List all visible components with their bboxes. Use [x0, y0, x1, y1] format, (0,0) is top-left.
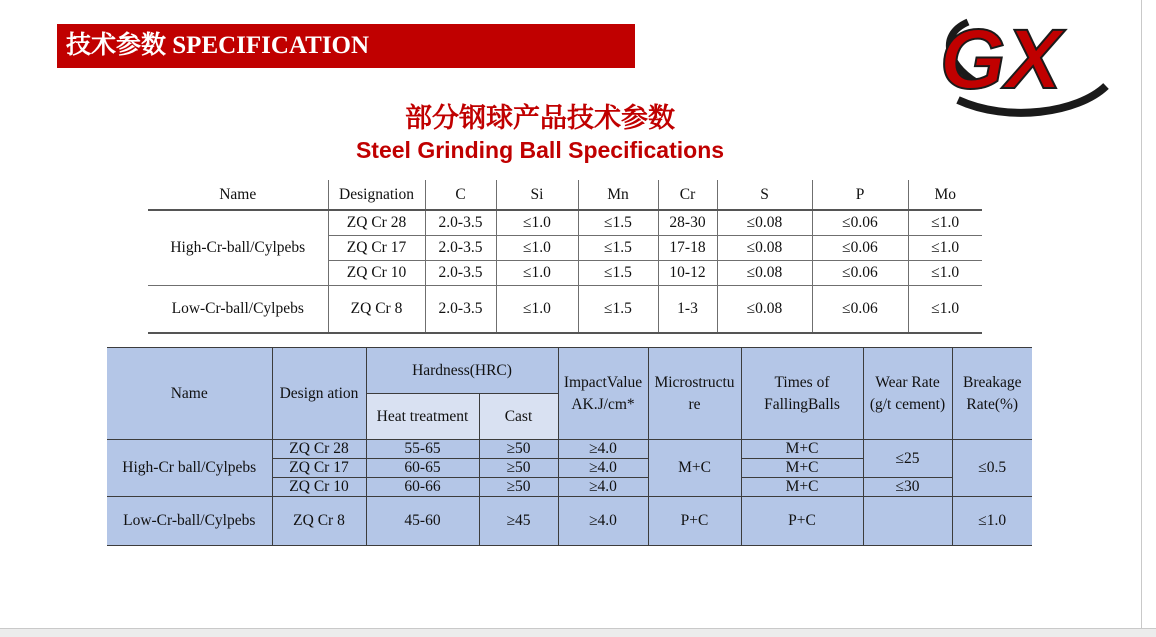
col-header: Cr — [658, 180, 717, 210]
header-line: Rate(%) — [966, 395, 1019, 413]
cell: 60-66 — [366, 478, 479, 497]
logo-text: GX — [940, 12, 1062, 106]
col-header: Design ation — [272, 348, 366, 440]
group-name: Low-Cr-ball/Cylpebs — [107, 497, 272, 546]
header-line: FallingBalls — [764, 395, 840, 413]
cell: ≥50 — [479, 478, 558, 497]
performance-table — [107, 347, 1032, 546]
composition-header-row — [148, 180, 982, 210]
cell: ≤1.0 — [496, 236, 578, 261]
group-name: High-Cr-ball/Cylpebs — [148, 210, 328, 286]
col-header: Designation — [328, 180, 425, 210]
col-header: Name — [148, 180, 328, 210]
cell: 17-18 — [658, 236, 717, 261]
cell: ≥4.0 — [558, 459, 648, 478]
header-line: AK.J/cm* — [571, 395, 635, 413]
cell: ≤1.5 — [578, 236, 658, 261]
header-line: Microstructu — [654, 373, 735, 391]
cell: 45-60 — [366, 497, 479, 546]
cell: ≤1.0 — [908, 261, 982, 286]
col-header: Heat treatment — [366, 394, 479, 440]
cell: ≥4.0 — [558, 440, 648, 459]
composition-table — [148, 180, 982, 334]
cell: 1-3 — [658, 286, 717, 334]
cell: 28-30 — [658, 210, 717, 236]
cell: ZQ Cr 8 — [328, 286, 425, 334]
col-header — [648, 348, 741, 440]
cell: M+C — [648, 440, 741, 497]
cell: ZQ Cr 17 — [272, 459, 366, 478]
cell: M+C — [741, 440, 863, 459]
cell: ≤25 — [863, 440, 952, 478]
col-header — [863, 348, 952, 440]
cell: ≥45 — [479, 497, 558, 546]
header-line: Wear Rate — [875, 373, 940, 391]
cell: ≤1.5 — [578, 210, 658, 236]
table-row — [148, 210, 982, 236]
col-header: C — [425, 180, 496, 210]
title-chinese: 部分钢球产品技术参数 — [405, 103, 675, 134]
section-banner — [57, 24, 635, 68]
table-row — [107, 440, 1032, 459]
group-name: Low-Cr-ball/Cylpebs — [148, 286, 328, 334]
col-header — [741, 348, 863, 440]
cell: ≤1.0 — [908, 210, 982, 236]
cell: P+C — [648, 497, 741, 546]
cell: ≤1.0 — [952, 497, 1032, 546]
cell: ZQ Cr 28 — [272, 440, 366, 459]
cell: M+C — [741, 478, 863, 497]
group-name: High-Cr ball/Cylpebs — [107, 440, 272, 497]
cell: 2.0-3.5 — [425, 236, 496, 261]
cell: ≥4.0 — [558, 478, 648, 497]
banner-en: SPECIFICATION — [172, 32, 370, 59]
cell: ≥4.0 — [558, 497, 648, 546]
cell: ≤1.5 — [578, 261, 658, 286]
banner-cn: 技术参数 — [66, 32, 167, 59]
cell: ≤1.0 — [908, 236, 982, 261]
cell: ZQ Cr 8 — [272, 497, 366, 546]
cell: 2.0-3.5 — [425, 286, 496, 334]
cell: ZQ Cr 10 — [272, 478, 366, 497]
cell: ≤0.06 — [812, 210, 908, 236]
header-line: Breakage — [962, 373, 1022, 391]
cell: P+C — [741, 497, 863, 546]
col-header: Mo — [908, 180, 982, 210]
cell: ≥50 — [479, 459, 558, 478]
col-header: Si — [496, 180, 578, 210]
header-line: Times of — [774, 373, 830, 391]
header-line: (g/t cement) — [869, 395, 946, 413]
col-header: Mn — [578, 180, 658, 210]
header-line: ImpactValue — [563, 373, 643, 391]
title-english: Steel Grinding Ball Specifications — [355, 137, 725, 163]
cell: ≥50 — [479, 440, 558, 459]
table-row — [107, 497, 1032, 546]
frame-edge — [1141, 0, 1142, 636]
cell: ZQ Cr 17 — [328, 236, 425, 261]
cell: ≤0.5 — [952, 440, 1032, 497]
col-header: P — [812, 180, 908, 210]
cell: ZQ Cr 10 — [328, 261, 425, 286]
cell: ≤0.08 — [717, 236, 812, 261]
cell: 55-65 — [366, 440, 479, 459]
cell: 2.0-3.5 — [425, 261, 496, 286]
cell: ≤0.08 — [717, 261, 812, 286]
cell: 10-12 — [658, 261, 717, 286]
performance-header-row — [107, 348, 1032, 394]
col-header: Name — [107, 348, 272, 440]
cell: 60-65 — [366, 459, 479, 478]
cell: ≤1.0 — [496, 210, 578, 236]
cell: ≤0.08 — [717, 286, 812, 334]
col-header — [952, 348, 1032, 440]
col-header: S — [717, 180, 812, 210]
cell: ≤1.0 — [908, 286, 982, 334]
cell: M+C — [741, 459, 863, 478]
cell: ≤0.06 — [812, 236, 908, 261]
cell: ≤1.0 — [496, 261, 578, 286]
col-header: Cast — [479, 394, 558, 440]
cell: 2.0-3.5 — [425, 210, 496, 236]
header-line: re — [688, 395, 701, 413]
table-row — [148, 286, 982, 334]
cell: ≤0.06 — [812, 286, 908, 334]
cell: ≤0.08 — [717, 210, 812, 236]
col-header-group: Hardness(HRC) — [366, 348, 558, 394]
cell: ≤30 — [863, 478, 952, 497]
col-header — [558, 348, 648, 440]
cell — [863, 497, 952, 546]
cell: ≤0.06 — [812, 261, 908, 286]
cell: ≤1.0 — [496, 286, 578, 334]
cell: ZQ Cr 28 — [328, 210, 425, 236]
cell: ≤1.5 — [578, 286, 658, 334]
